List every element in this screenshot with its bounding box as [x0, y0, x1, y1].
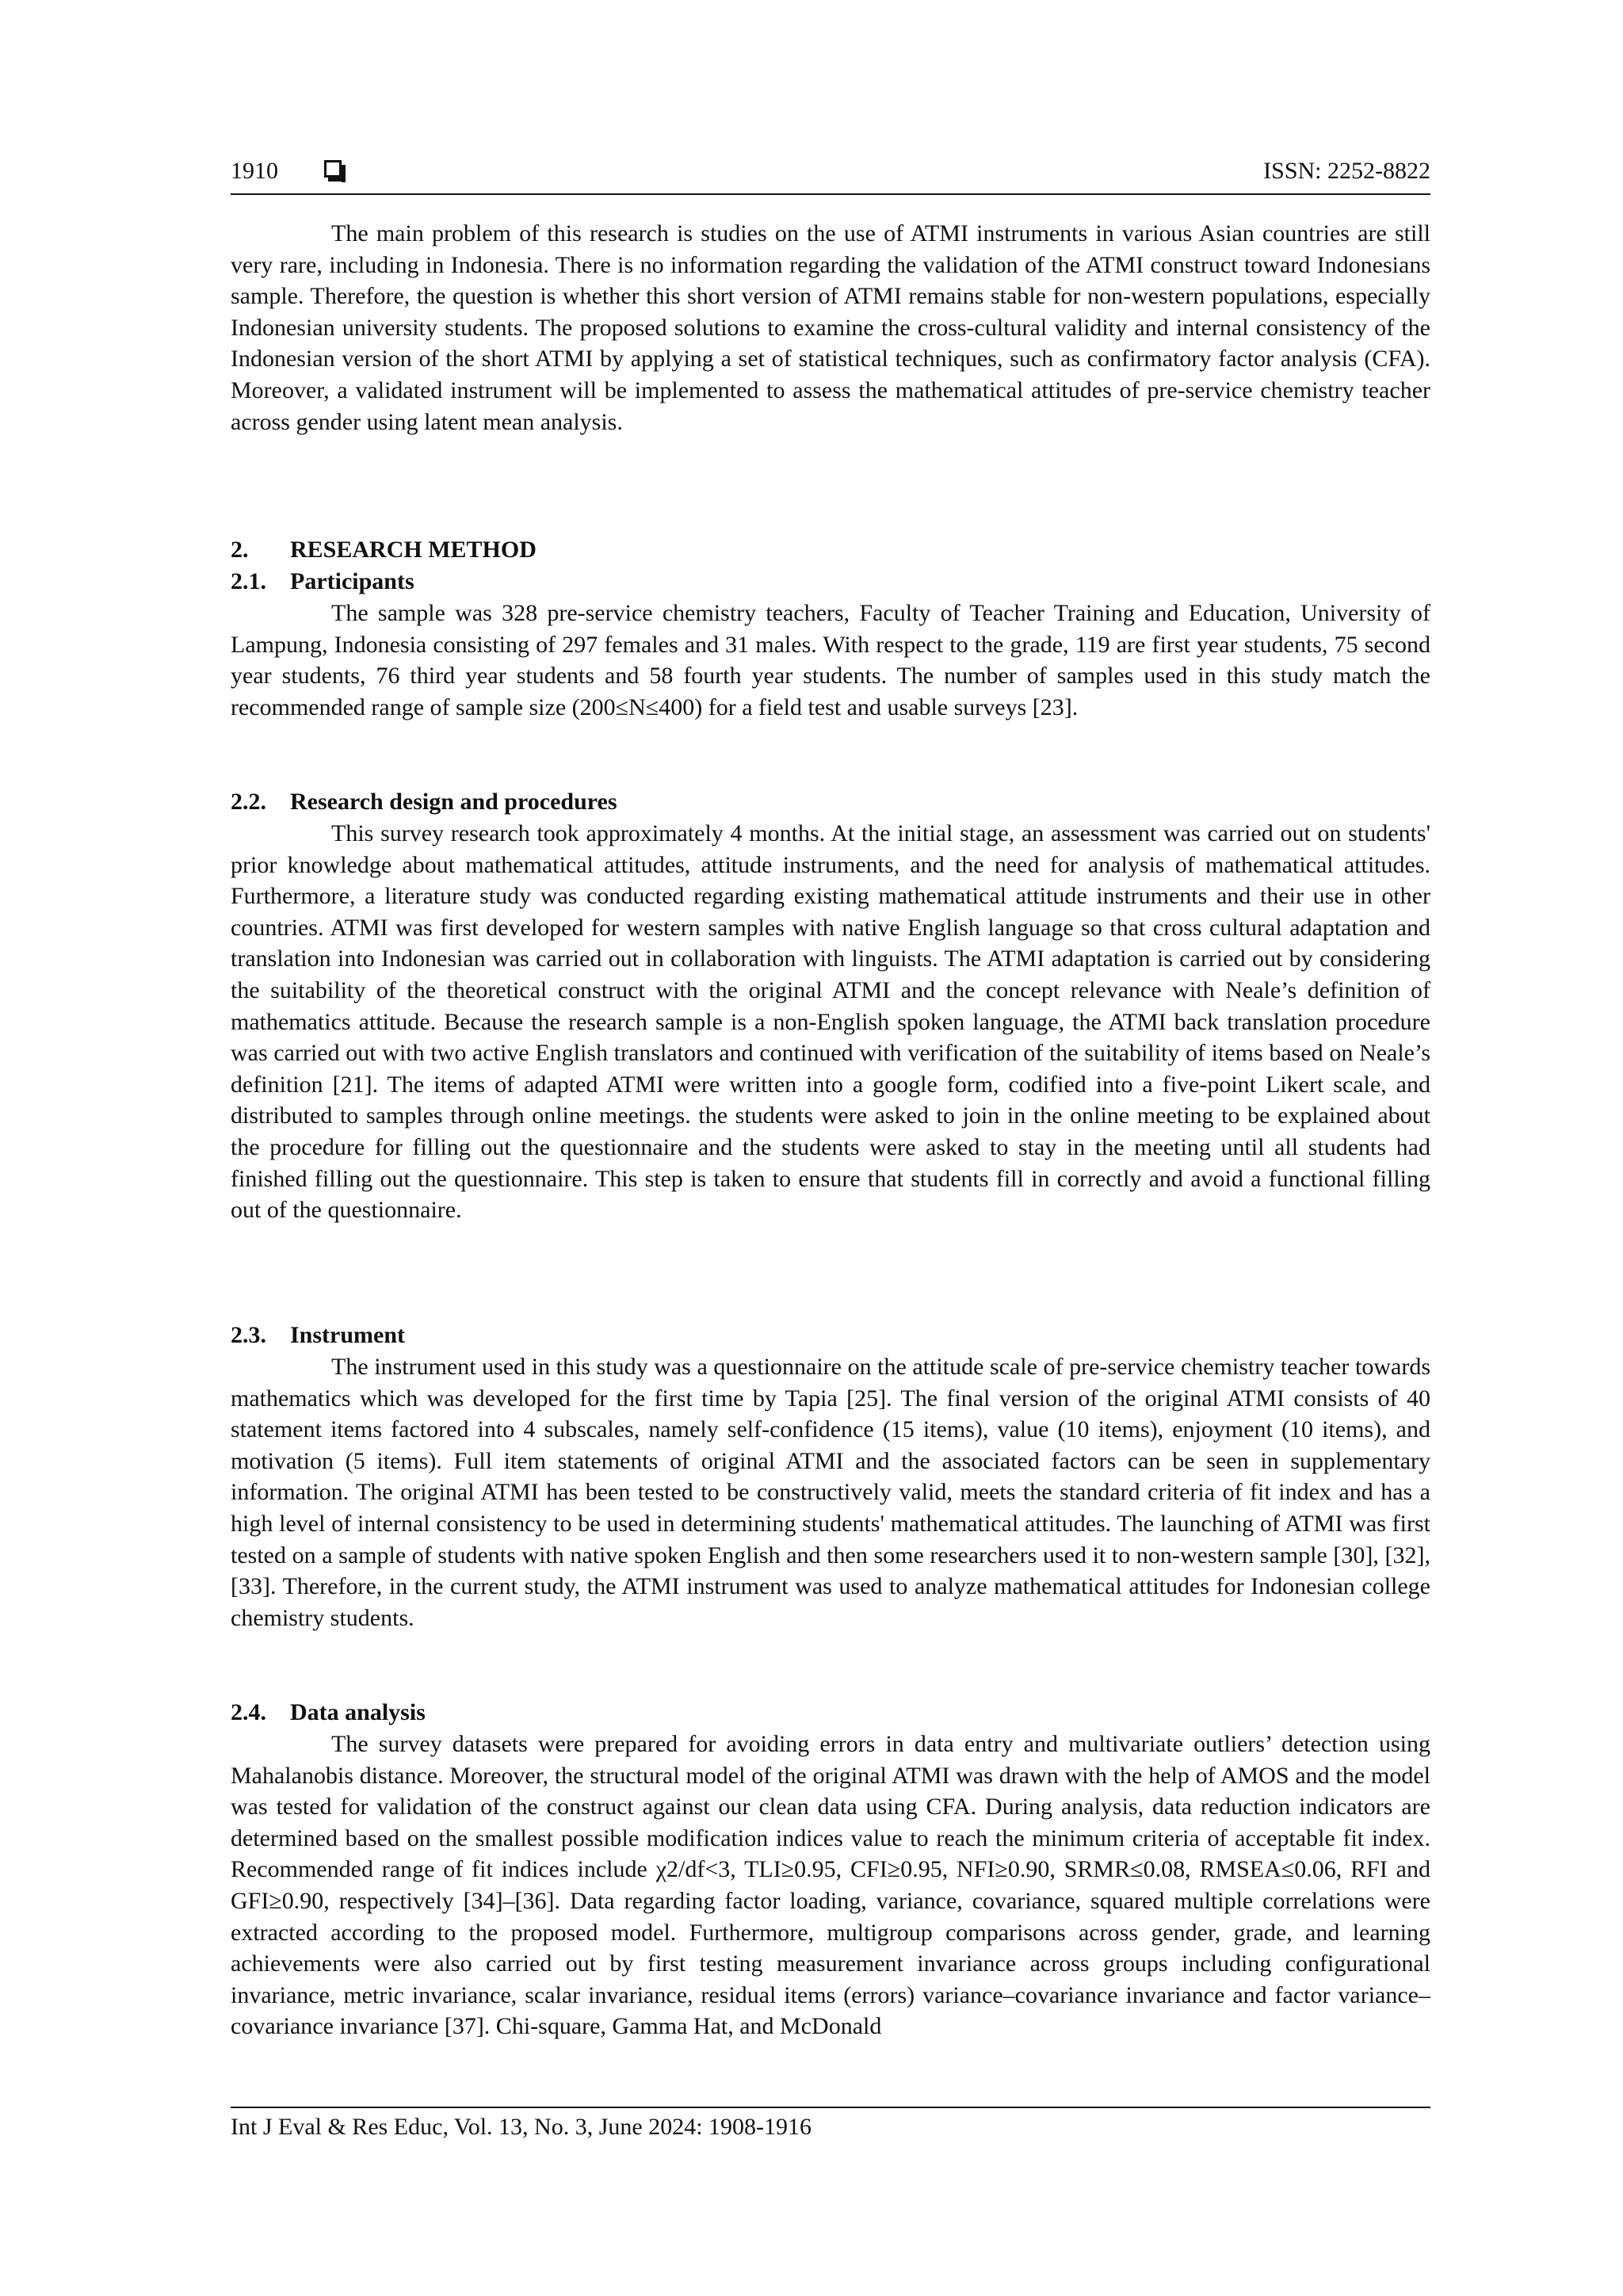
analysis-block — [231, 1729, 1430, 2042]
design-paragraph: This survey research took approximately 4 months. At the initial stage, an assessment was carried out on students' prior knowledge about mathematical attitudes, attitude instruments, and the need for analysis of mathematical attitudes. Furthermore, a literature study was conducted regarding existing mathematical attitude instruments and their use in other countries. ATMI was first developed for western samples with native English language so that cross cultural adaptation and translation into Indonesian was carried out in collaboration with linguists. The ATMI adaptation is carried out by considering the suitability of the theoretical construct with the original ATMI and the concept relevance with Neale’s definition of mathematics attitude. Because the research sample is a non-English spoken language, the ATMI back translation procedure was carried out with two active English translators and continued with verification of the suitability of items based on Neale’s definition [21]. The items of adapted ATMI were written into a google form, codified into a five-point Likert scale, and distributed to samples through online meetings. the students were asked to join in the online meeting to be explained about the procedure for filling out the questionnaire and the students were asked to stay in the meeting until all students had finished filling out the questionnaire. This step is taken to ensure that students fill in correctly and avoid a functional filling out of the questionnaire. — [231, 820, 1430, 1224]
section-number: 2. — [231, 537, 249, 563]
page-header — [231, 155, 1430, 195]
section-heading — [231, 534, 537, 566]
subsection-number: 2.2. — [231, 789, 266, 815]
instrument-block — [231, 1351, 1430, 1633]
issn-label: ISSN: 2252-8822 — [1263, 158, 1430, 184]
subsection-number: 2.1. — [231, 568, 266, 594]
design-block — [231, 818, 1430, 1226]
participants-block — [231, 598, 1430, 723]
subsection-number: 2.3. — [231, 1322, 266, 1348]
subsection-number: 2.4. — [231, 1699, 266, 1725]
header-divider — [231, 193, 1430, 195]
page-number: 1910 — [231, 158, 278, 184]
instrument-paragraph: The instrument used in this study was a questionnaire on the attitude scale of pre-service chemistry teacher towards mathematics which was developed for the first time by Tapia [25]. The final version of the original ATMI consists of 40 statement items factored into 4 subscales, namely self-confidence (15 items), value (10 items), enjoyment (10 items), and motivation (5 items). Full item statements of original ATMI and the associated factors can be seen in supplementary information. The original ATMI has been tested to be constructively valid, meets the standard criteria of fit index and has a high level of internal consistency to be used in determining students' mathematical attitudes. The launching of ATMI was first tested on a sample of students with native spoken English and then some researchers used it to non-western sample [30], [32], [33]. Therefore, in the current study, the ATMI instrument was used to analyze mathematical attitudes for Indonesian college chemistry students. — [231, 1354, 1430, 1631]
subsection-title: Data analysis — [290, 1699, 426, 1725]
participants-paragraph: The sample was 328 pre-service chemistry teachers, Faculty of Teacher Training and Education, University of Lampung, Indonesia consisting of 297 females and 31 males. With respect to the grade, 119 are first year students, 75 second year students, 76 third year students and 58 fourth year students. The number of samples used in this study match the recommended range of sample size (200≤N≤400) for a field test and usable surveys [23]. — [231, 600, 1430, 720]
footer-divider — [231, 2107, 1430, 2108]
section-title: RESEARCH METHOD — [290, 537, 537, 563]
subsection-heading-participants — [231, 566, 414, 598]
intro-paragraph: The main problem of this research is studies on the use of ATMI instruments in various Asian countries are still very rare, including in Indonesia. There is no information regarding the validation of the ATMI construct toward Indonesians sample. Therefore, the question is whether this short version of ATMI remains stable for non-western populations, especially Indonesian university students. The proposed solutions to examine the cross-cultural validity and internal consistency of the Indonesian version of the short ATMI by applying a set of statistical techniques, such as confirmatory factor analysis (CFA). Moreover, a validated instrument will be implemented to assess the mathematical attitudes of pre-service chemistry teacher across gender using latent mean analysis. — [231, 220, 1430, 435]
subsection-heading-analysis — [231, 1697, 426, 1729]
subsection-heading-design — [231, 786, 617, 818]
subsection-title: Research design and procedures — [290, 789, 617, 815]
subsection-title: Instrument — [290, 1322, 406, 1348]
intro-block — [231, 218, 1430, 437]
analysis-paragraph: The survey datasets were prepared for avoiding errors in data entry and multivariate outliers’ detection using Mahalanobis distance. Moreover, the structural model of the original ATMI was drawn with the help of AMOS and the model was tested for validation of the construct against our clean data using CFA. During analysis, data reduction indicators are determined based on the smallest possible modification indices value to reach the minimum criteria of acceptable fit index. Recommended range of fit indices include χ2/df<3, TLI≥0.95, CFI≥0.95, NFI≥0.90, SRMR≤0.08, RMSEA≤0.06, RFI and GFI≥0.90, respectively [34]–[36]. Data regarding factor loading, variance, covariance, squared multiple correlations were extracted according to the proposed model. Furthermore, multigroup comparisons across gender, grade, and learning achievements were also carried out by first testing measurement invariance across groups including configurational invariance, metric invariance, scalar invariance, residual items (errors) variance–covariance invariance and factor variance–covariance invariance [37]. Chi-square, Gamma Hat, and McDonald — [231, 1731, 1430, 2040]
subsection-title: Participants — [290, 568, 414, 594]
square-bullet-icon — [324, 160, 342, 178]
subsection-heading-instrument — [231, 1320, 405, 1351]
footer-citation: Int J Eval & Res Educ, Vol. 13, No. 3, June 2024: 1908-1916 — [231, 2114, 812, 2140]
